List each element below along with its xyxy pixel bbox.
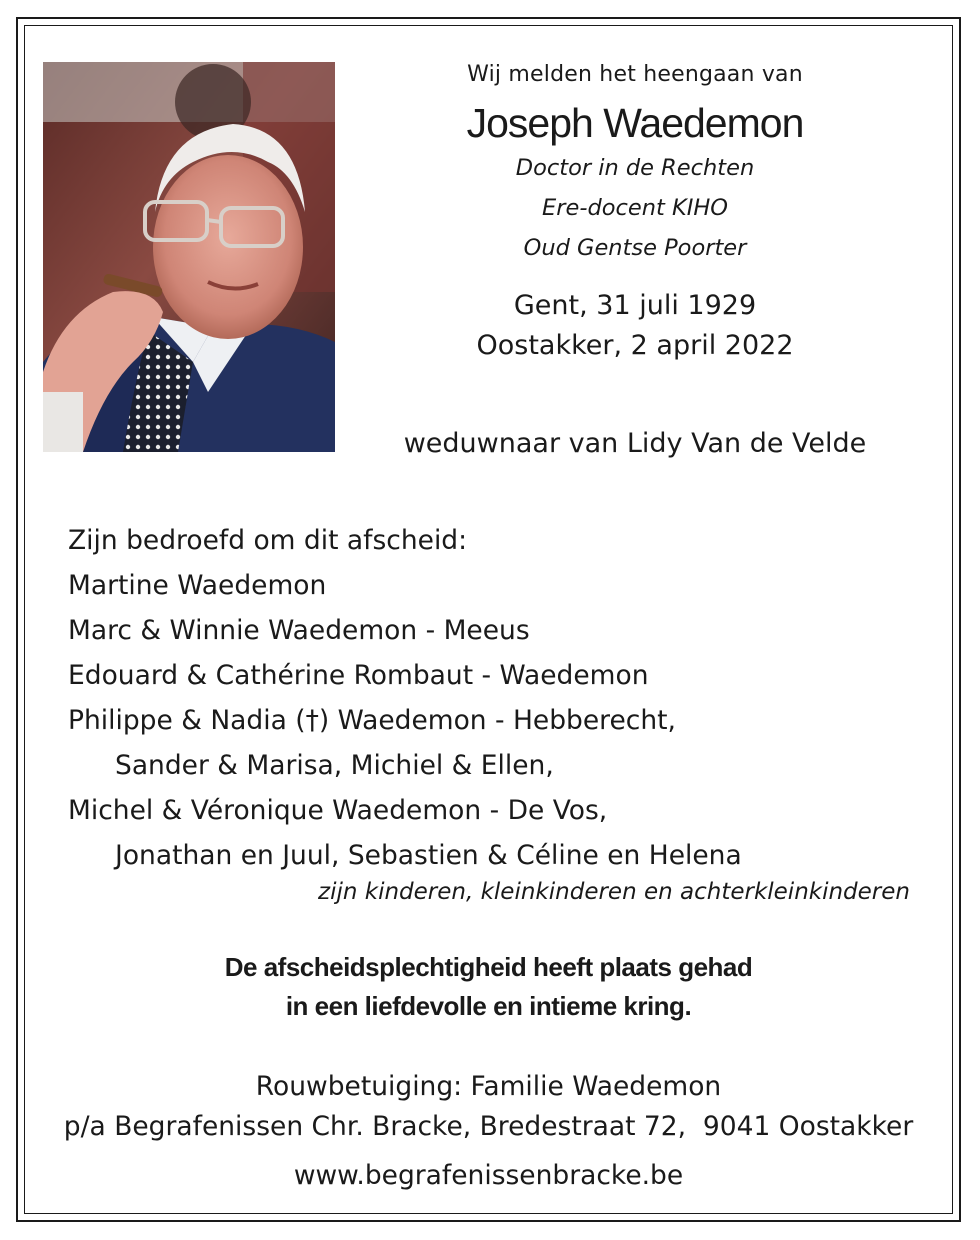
website-link[interactable]: www.begrafenissenbracke.be [293,1160,684,1191]
mourner-line: Marc & Winnie Waedemon - Meeus [68,615,530,646]
ceremony-line: in een liefdevolle en intieme kring. [285,991,692,1021]
ceremony-line: De afscheidsplechtigheid heeft plaats gehad [224,952,753,982]
condolence-address [24,1067,953,1147]
mourner-line: Edouard & Cathérine Rombaut - Waedemon [68,660,649,691]
deceased-name: Joseph Waedemon [466,100,804,146]
relation-caption: zijn kinderen, kleinkinderen en achterkleinkinderen [318,879,910,905]
death-date: Oostakker, 2 april 2022 [476,330,794,362]
portrait-photo [43,62,335,452]
mourner-line: Jonathan en Juul, Sebastien & Céline en Helena [115,840,742,871]
title-line: Ere-docent KIHO [542,195,728,222]
title-line: Doctor in de Rechten [515,155,755,182]
condolence-line: Rouwbetuiging: Familie Waedemon [255,1071,722,1102]
mourner-line: Martine Waedemon [68,570,327,601]
announcement-text: Wij melden het heengaan van [467,62,803,87]
title-line: Oud Gentse Poorter [523,235,747,262]
address-line: p/a Begrafenissen Chr. Bracke, Bredestraat 72, 9041 Oostakker [63,1111,914,1142]
mourner-line: Philippe & Nadia (†) Waedemon - Hebberecht, [68,705,676,736]
birth-date: Gent, 31 juli 1929 [513,290,757,322]
mourners-intro: Zijn bedroefd om dit afscheid: [68,525,468,556]
mourner-line: Michel & Véronique Waedemon - De Vos, [68,795,608,826]
spouse-line: weduwnaar van Lidy Van de Velde [403,428,867,459]
announcement-header [335,58,935,366]
life-dates [335,286,935,366]
mourner-line: Sander & Marisa, Michiel & Ellen, [115,750,554,781]
mourners-list [68,518,938,910]
ceremony-notice [24,948,953,1026]
